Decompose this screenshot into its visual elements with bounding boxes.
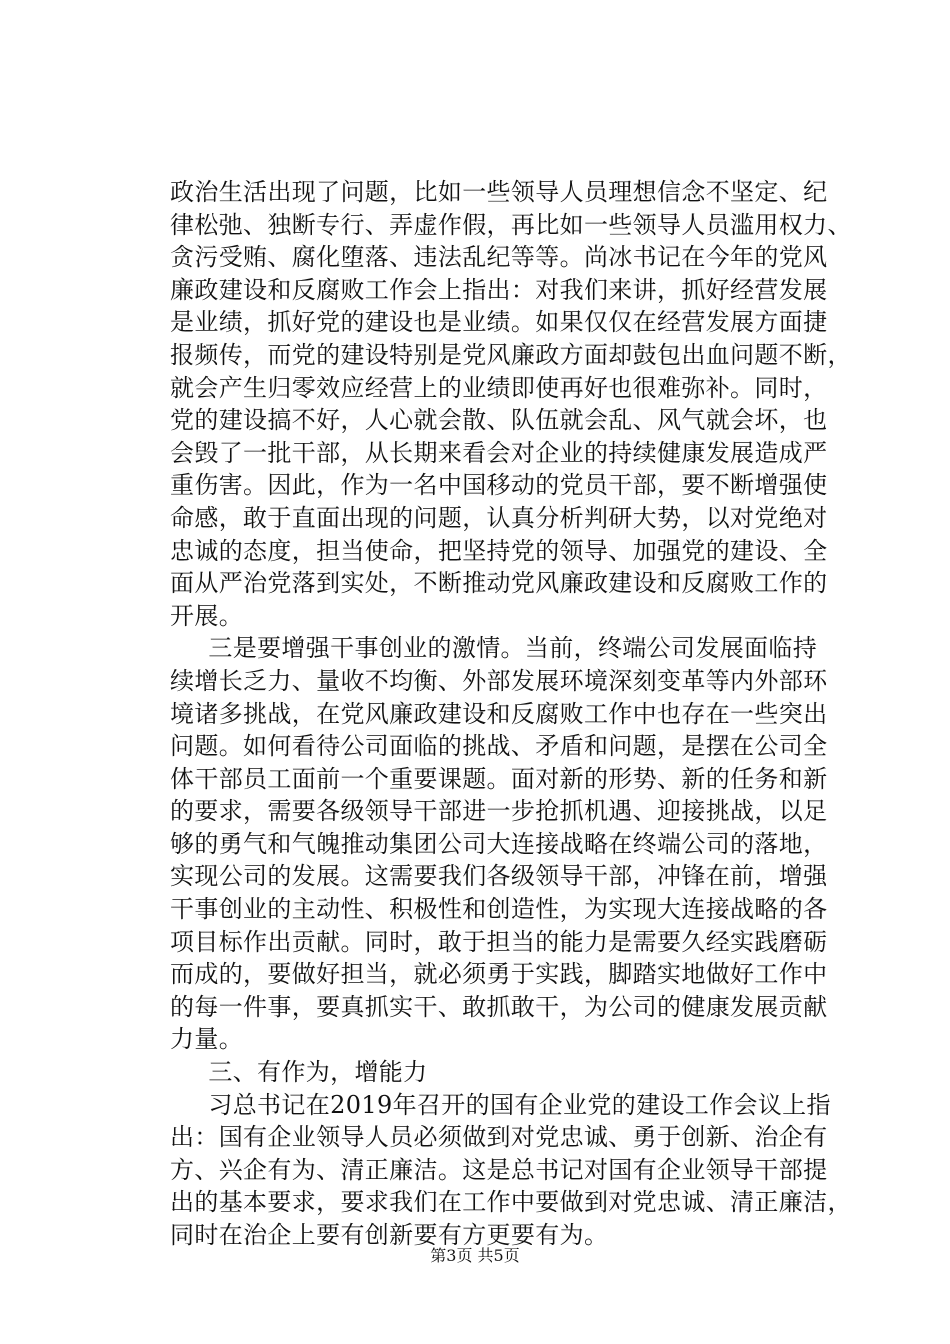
text-line: 党的建设搞不好，人心就会散、队伍就会乱、风气就会坏，也 [170,406,828,435]
text-line: 力量。 [170,1025,244,1054]
text-line: 干事创业的主动性、积极性和创造性，为实现大连接战略的各 [170,895,828,924]
text-line: 方、兴企有为、清正廉洁。这是总书记对国有企业领导干部提 [170,1155,828,1184]
text-line: 实现公司的发展。这需要我们各级领导干部，冲锋在前，增强 [170,862,828,891]
text-line: 境诸多挑战，在党风廉政建设和反腐败工作中也存在一些突出 [170,699,828,728]
text-line: 报频传，而党的建设特别是党风廉政方面却鼓包出血问题不断， [170,340,852,369]
text-line: 问题。如何看待公司面临的挑战、矛盾和问题，是摆在公司全 [170,732,828,761]
text-line: 而成的，要做好担当，就必须勇于实践，脚踏实地做好工作中 [170,960,828,989]
body-text [170,176,852,1252]
text-line: 会毁了一批干部，从长期来看会对企业的持续健康发展造成严 [170,438,828,467]
text-line: 出的基本要求，要求我们在工作中要做到对党忠诚、清正廉洁， [170,1188,852,1217]
text-line: 贪污受贿、腐化堕落、违法乱纪等等。尚冰书记在今年的党风 [170,243,828,272]
text-line: 项目标作出贡献。同时，敢于担当的能力是需要久经实践磨砺 [170,927,828,956]
text-line: 命感，敢于直面出现的问题，认真分析判研大势，以对党绝对 [170,503,828,532]
text-line: 政治生活出现了问题，比如一些领导人员理想信念不坚定、纪 [170,178,828,206]
text-line: 的要求，需要各级领导干部进一步抢抓机遇、迎接挑战，以足 [170,797,828,826]
text-line: 就会产生归零效应经营上的业绩即使再好也很难弥补。同时， [170,373,828,402]
text-line: 开展。 [170,601,244,630]
section-heading: 三、有作为，增能力 [184,1058,428,1087]
page-number-footer: 第3页 共5页 [430,1246,520,1265]
text-line: 廉政建设和反腐败工作会上指出：对我们来讲，抓好经营发展 [170,275,828,304]
paragraph-start-line: 三是要增强干事创业的激情。当前，终端公司发展面临持 [184,634,818,663]
text-line: 体干部员工面前一个重要课题。面对新的形势、新的任务和新 [170,764,828,793]
text-line: 够的勇气和气魄推动集团公司大连接战略在终端公司的落地， [170,829,828,858]
text-line: 续增长乏力、量收不均衡、外部发展环境深刻变革等内外部环 [170,666,828,695]
text-line: 是业绩，抓好党的建设也是业绩。如果仅仅在经营发展方面捷 [170,308,828,337]
text-line: 同时在治企上要有创新要有方更要有为。 [170,1221,609,1249]
text-line: 忠诚的态度，担当使命，把坚持党的领导、加强党的建设、全 [170,536,828,565]
text-line: 律松弛、独断专行、弄虚作假，再比如一些领导人员滥用权力、 [170,210,852,239]
text-line: 面从严治党落到实处，不断推动党风廉政建设和反腐败工作的 [170,569,828,598]
text-line: 出：国有企业领导人员必须做到对党忠诚、勇于创新、治企有 [170,1123,828,1152]
paragraph-start-line: 习总书记在2019年召开的国有企业党的建设工作会议上指 [184,1090,831,1119]
text-line: 的每一件事，要真抓实干、敢抓敢干，为公司的健康发展贡献 [170,992,828,1021]
text-line: 重伤害。因此，作为一名中国移动的党员干部，要不断增强使 [170,471,828,500]
